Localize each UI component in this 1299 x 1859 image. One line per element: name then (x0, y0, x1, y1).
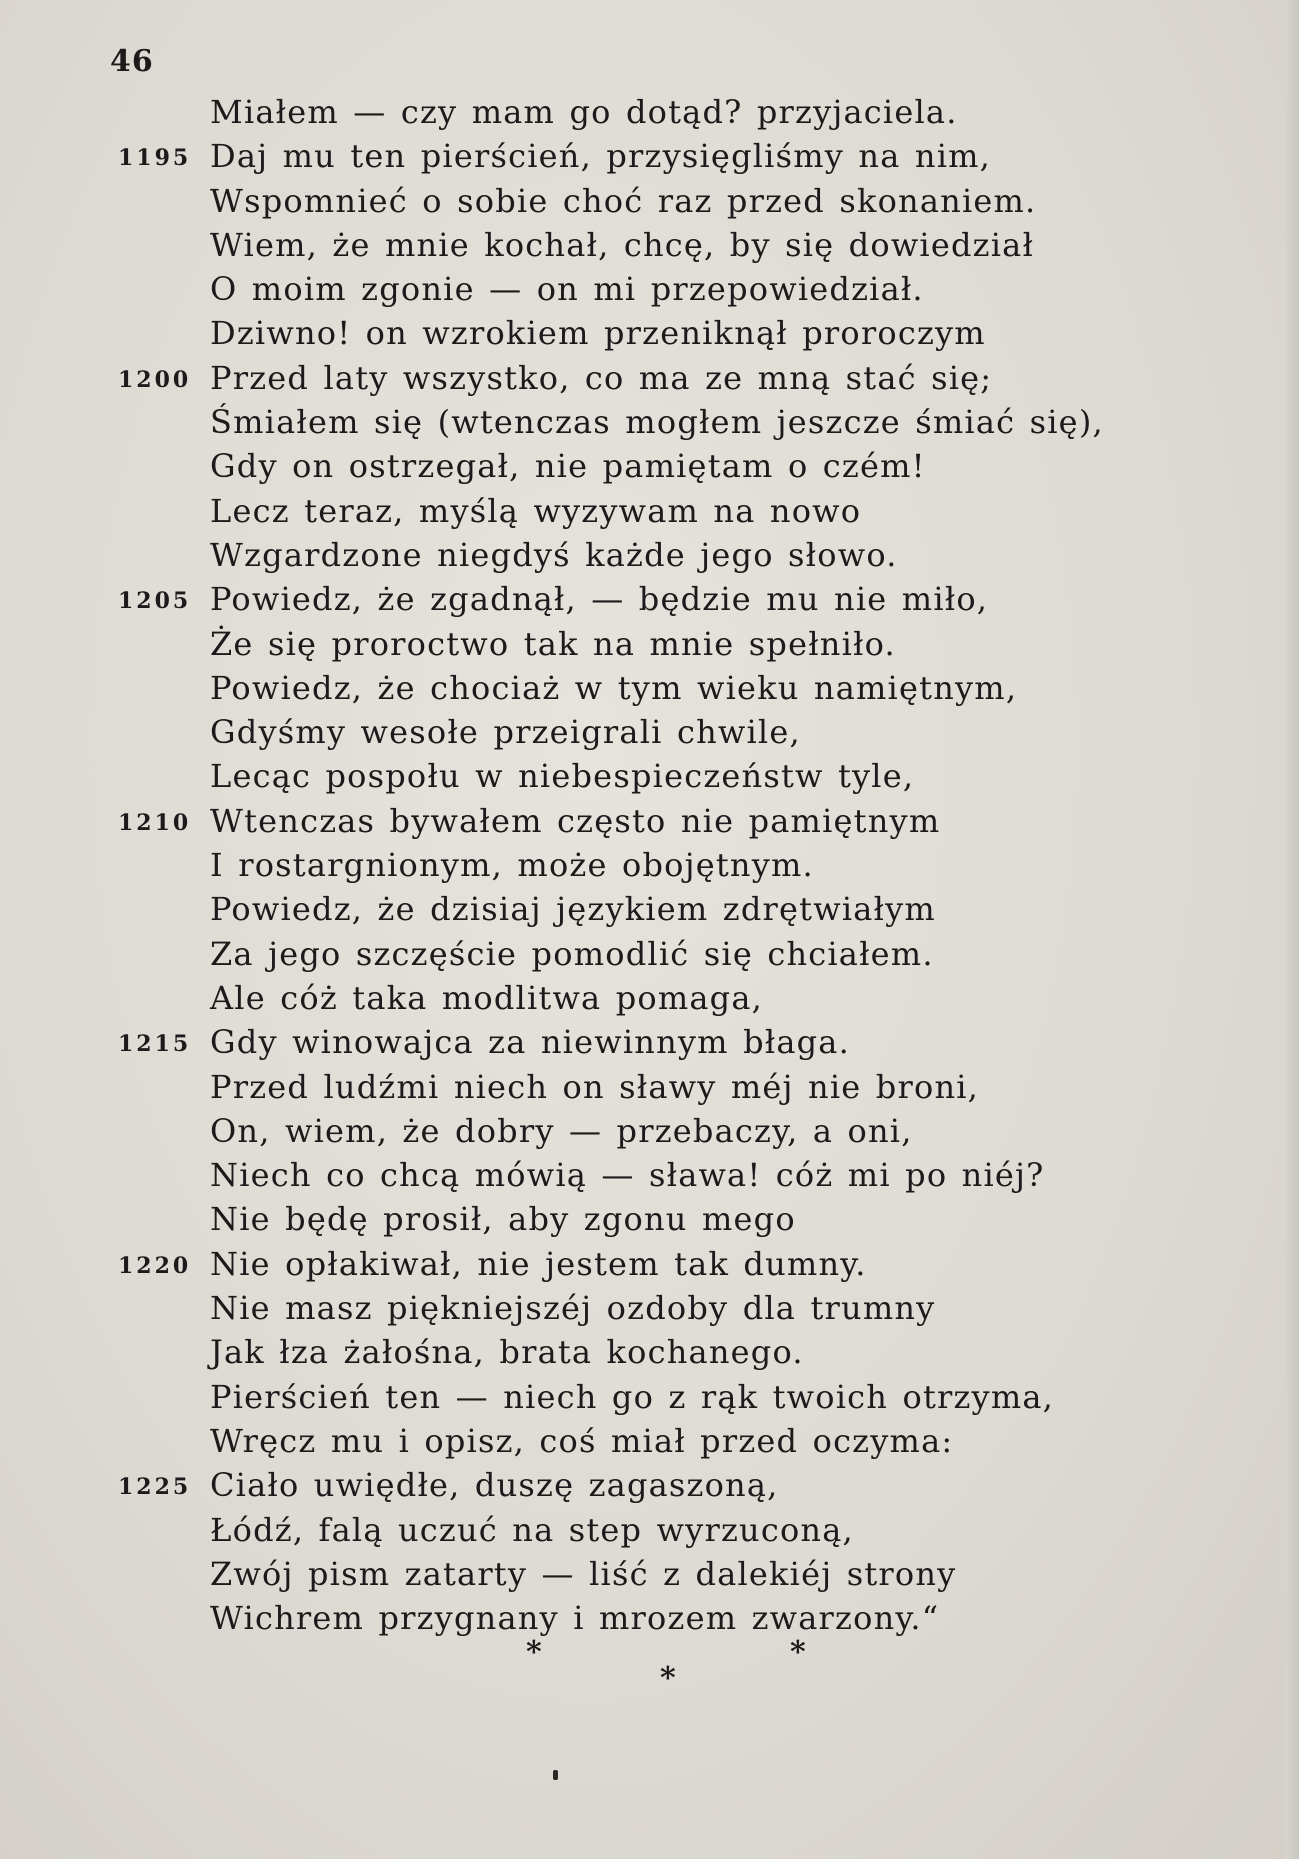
line-number: 1215 (118, 1031, 192, 1058)
verse-line (0, 1286, 1299, 1330)
verse-text: Ciało uwiędłe, duszę zagaszoną, (210, 1466, 779, 1505)
line-number: 1195 (118, 145, 192, 172)
verse-line (0, 223, 1299, 267)
verse-text: Powiedz, że dzisiaj językiem zdrętwiałym (210, 890, 936, 929)
line-number: 1205 (118, 588, 192, 615)
line-number: 1210 (118, 809, 192, 836)
verse-text: Zwój pism zatarty — liść z dalekiéj strony (210, 1554, 957, 1593)
verse-text: Że się proroctwo tak na mnie spełniło. (210, 624, 896, 663)
verse-line (0, 1020, 1299, 1064)
verse-line (0, 1463, 1299, 1507)
ornament-asterisk: * (660, 1661, 676, 1696)
verse-text: Ale cóż taka modlitwa pomaga, (210, 978, 764, 1017)
line-number: 1220 (118, 1252, 192, 1279)
verse-line (0, 976, 1299, 1020)
verse-line (0, 1242, 1299, 1286)
verse-text: Nie będę prosił, aby zgonu mego (210, 1200, 796, 1239)
verse-line (0, 754, 1299, 798)
line-number: 1200 (118, 366, 192, 393)
verse-line (0, 90, 1299, 134)
verse-line (0, 444, 1299, 488)
verse-text: Gdy on ostrzegał, nie pamiętam o czém! (210, 447, 926, 486)
verse-line (0, 179, 1299, 223)
verse-line (0, 1419, 1299, 1463)
ink-speck (553, 1770, 558, 1780)
verse-text: Śmiałem się (wtenczas mogłem jeszcze śmiać się), (210, 403, 1104, 442)
verse-line (0, 932, 1299, 976)
verse-text: Lecz teraz, myślą wyzywam na nowo (210, 491, 862, 530)
verse-text: Za jego szczęście pomodlić się chciałem. (210, 934, 934, 973)
verse-line (0, 1109, 1299, 1153)
verse-line (0, 666, 1299, 710)
verse-text: Wzgardzone niegdyś każde jego słowo. (210, 535, 898, 574)
ornament-asterisk: * (526, 1635, 542, 1670)
verse-text: Wichrem przygnany i mrozem zwarzony.“ (210, 1599, 940, 1638)
verse-text: Nie masz piękniejszéj ozdoby dla trumny (210, 1289, 936, 1328)
verse-line (0, 533, 1299, 577)
verse-text: Wręcz mu i opisz, coś miał przed oczyma: (210, 1421, 954, 1460)
verse-text: Wtenczas bywałem często nie pamiętnym (210, 801, 941, 840)
verse-line (0, 1330, 1299, 1374)
verse-text: On, wiem, że dobry — przebaczy, a oni, (210, 1111, 913, 1150)
ornament-asterisk: * (790, 1635, 806, 1670)
poem-text (0, 90, 1299, 1640)
verse-line (0, 1197, 1299, 1241)
verse-line (0, 489, 1299, 533)
verse-line (0, 1552, 1299, 1596)
verse-text: Gdy winowajca za niewinnym błaga. (210, 1023, 850, 1062)
line-number: 1225 (118, 1474, 192, 1501)
verse-line (0, 400, 1299, 444)
verse-line (0, 311, 1299, 355)
verse-text: Dziwno! on wzrokiem przeniknął proroczym (210, 314, 986, 353)
verse-text: Miałem — czy mam go dotąd? przyjaciela. (210, 93, 958, 131)
verse-line (0, 622, 1299, 666)
verse-text: O moim zgonie — on mi przepowiedział. (210, 270, 924, 309)
verse-text: Powiedz, że chociaż w tym wieku namiętnym, (210, 668, 1018, 707)
verse-line (0, 577, 1299, 621)
verse-text: Nie opłakiwał, nie jestem tak dumny. (210, 1244, 867, 1283)
verse-text: Wiem, że mnie kochał, chcę, by się dowiedział (210, 225, 1035, 264)
verse-text: Niech co chcą mówią — sława! cóż mi po niéj? (210, 1156, 1045, 1195)
verse-line (0, 267, 1299, 311)
verse-line (0, 356, 1299, 400)
verse-text: Jak łza żałośna, brata kochanego. (210, 1333, 804, 1372)
verse-text: Wspomnieć o sobie choć raz przed skonaniem. (210, 181, 1037, 220)
verse-text: Daj mu ten pierścień, przysięgliśmy na nim, (210, 137, 992, 176)
verse-text: Przed ludźmi niech on sławy méj nie broni, (210, 1067, 980, 1106)
verse-line (0, 710, 1299, 754)
page-number: 46 (110, 44, 154, 79)
verse-text: Przed laty wszystko, co ma ze mną stać się; (210, 358, 993, 397)
verse-line (0, 843, 1299, 887)
verse-line (0, 1375, 1299, 1419)
verse-text: Lecąc pospołu w niebespieczeństw tyle, (210, 757, 915, 796)
verse-line (0, 1065, 1299, 1109)
verse-line (0, 887, 1299, 931)
verse-line (0, 1508, 1299, 1552)
verse-text: I rostargnionym, może obojętnym. (210, 846, 814, 885)
verse-line (0, 1596, 1299, 1640)
verse-text: Powiedz, że zgadnął, — będzie mu nie miło, (210, 580, 989, 619)
verse-text: Gdyśmy wesołe przeigrali chwile, (210, 713, 801, 752)
verse-line (0, 799, 1299, 843)
verse-text: Pierścień ten — niech go z rąk twoich otrzyma, (210, 1377, 1055, 1416)
verse-line (0, 1153, 1299, 1197)
verse-line (0, 134, 1299, 178)
verse-text: Łódź, falą uczuć na step wyrzuconą, (210, 1510, 854, 1549)
